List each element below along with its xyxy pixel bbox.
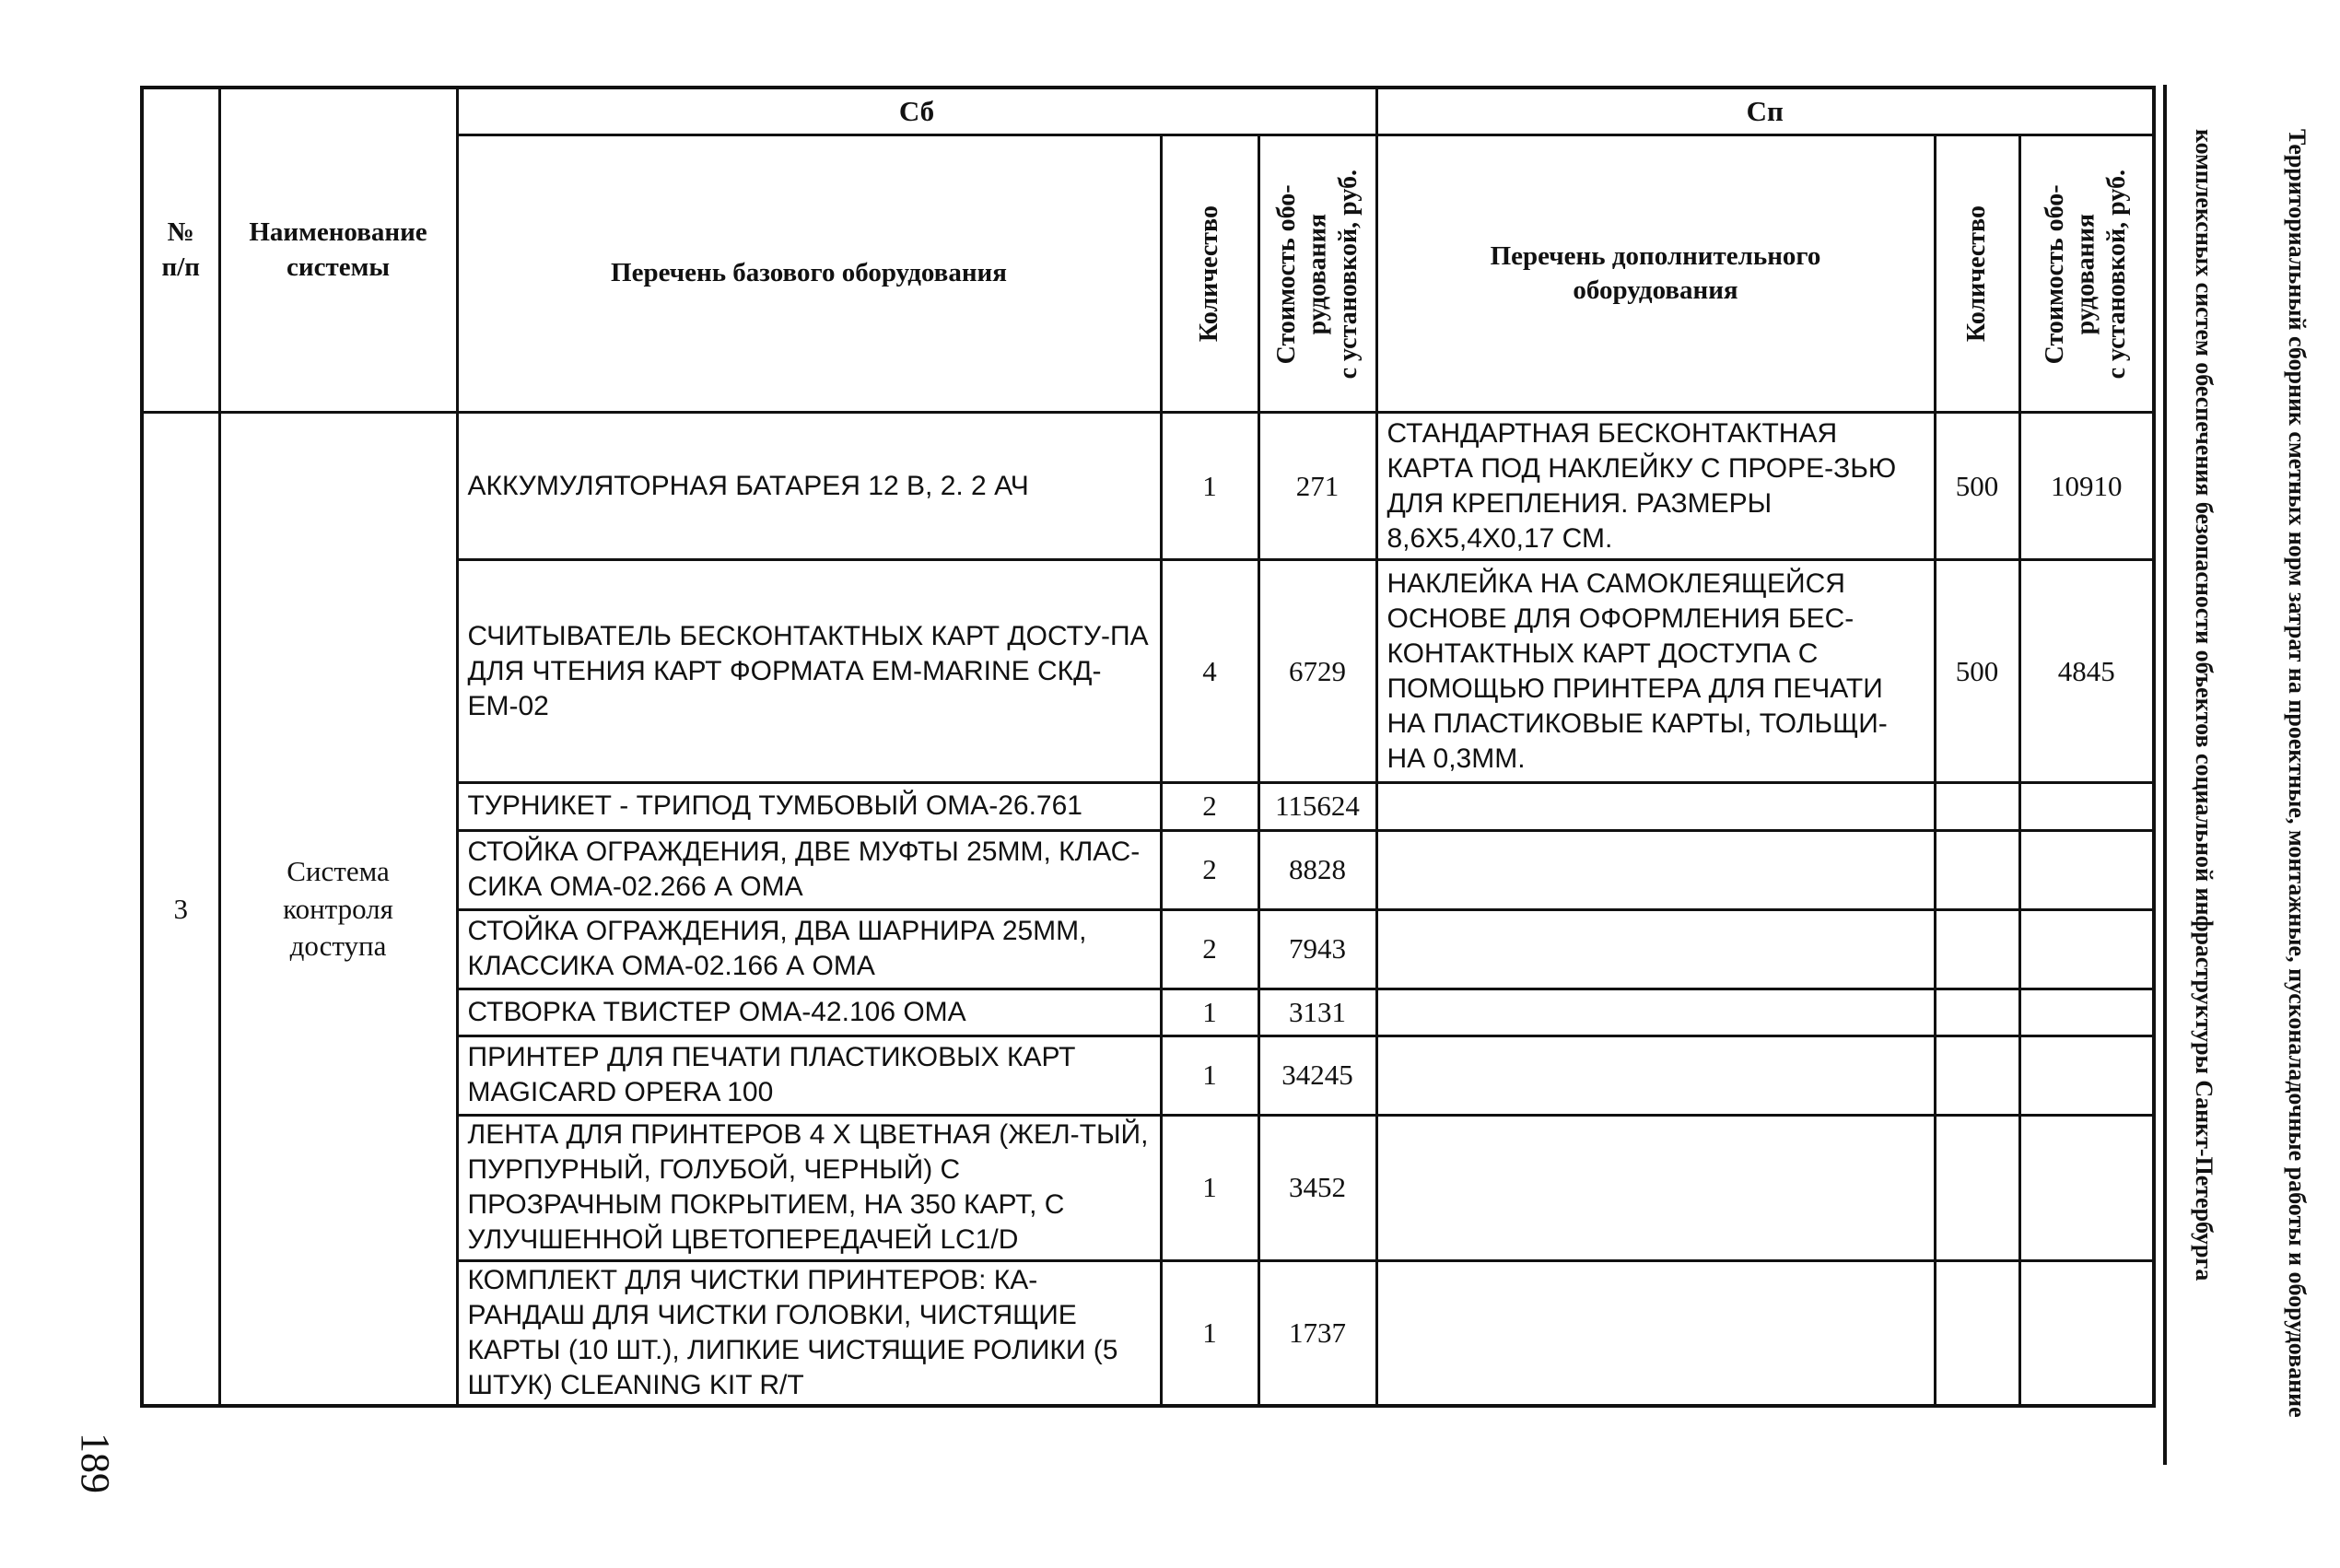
extra-cost (2019, 909, 2154, 989)
header-system-name: Наименование системы (219, 88, 457, 413)
extra-item (1376, 909, 1935, 989)
base-cost: 34245 (1258, 1036, 1376, 1115)
base-item: ТУРНИКЕТ - ТРИПОД ТУМБОВЫЙ ОМА-26.761 (457, 783, 1161, 830)
header-qty-text: Количество (1195, 205, 1224, 343)
base-qty: 2 (1161, 783, 1258, 830)
page-number: 189 (73, 1433, 118, 1493)
header-qty2 (1935, 135, 2019, 413)
equipment-table (140, 86, 2156, 1408)
base-qty: 2 (1161, 909, 1258, 989)
extra-item (1376, 1260, 1935, 1406)
header-cost-text: Стоимость обо- рудования с установкой, руб. (1271, 169, 1363, 379)
base-cost: 115624 (1258, 783, 1376, 830)
base-qty: 1 (1161, 989, 1258, 1036)
extra-qty (1935, 1115, 2019, 1260)
side-caption (2188, 129, 2340, 1474)
base-item: СТОЙКА ОГРАЖДЕНИЯ, ДВА ШАРНИРА 25ММ, КЛАССИКА ОМА-02.166 А ОМА (457, 909, 1161, 989)
base-qty: 1 (1161, 413, 1258, 560)
base-item: ПРИНТЕР ДЛЯ ПЕЧАТИ ПЛАСТИКОВЫХ КАРТ MAGICARD OPERA 100 (457, 1036, 1161, 1115)
row-system-name: Система контроля доступа (219, 413, 457, 1407)
side-rule (2163, 85, 2167, 1465)
base-item: СЧИТЫВАТЕЛЬ БЕСКОНТАКТНЫХ КАРТ ДОСТУ-ПА ДЛЯ ЧТЕНИЯ КАРТ ФОРМАТА EM-MARINE СКД-ЕМ-02 (457, 560, 1161, 783)
row-number: 3 (142, 413, 219, 1407)
base-qty: 1 (1161, 1036, 1258, 1115)
header-qty (1161, 135, 1258, 413)
extra-qty (1935, 830, 2019, 909)
extra-qty (1935, 989, 2019, 1036)
base-cost: 7943 (1258, 909, 1376, 989)
extra-qty: 500 (1935, 413, 2019, 560)
extra-item (1376, 783, 1935, 830)
extra-cost (2019, 1260, 2154, 1406)
extra-qty (1935, 1260, 2019, 1406)
base-qty: 1 (1161, 1115, 1258, 1260)
header-cost2 (2019, 135, 2154, 413)
extra-cost (2019, 783, 2154, 830)
extra-item (1376, 1036, 1935, 1115)
base-cost: 3131 (1258, 989, 1376, 1036)
extra-item (1376, 1115, 1935, 1260)
base-item: СТВОРКА ТВИСТЕР ОМА-42.106 ОМА (457, 989, 1161, 1036)
header-extra-list: Перечень дополнительного оборудования (1376, 135, 1935, 413)
extra-item (1376, 989, 1935, 1036)
base-qty: 1 (1161, 1260, 1258, 1406)
extra-qty (1935, 909, 2019, 989)
header-group-sb: Сб (457, 88, 1376, 135)
extra-item: СТАНДАРТНАЯ БЕСКОНТАКТНАЯ КАРТА ПОД НАКЛЕЙКУ С ПРОРЕ-ЗЬЮ ДЛЯ КРЕПЛЕНИЯ. РАЗМЕРЫ 8,6Х5,4Х0,17 СМ. (1376, 413, 1935, 560)
base-cost: 8828 (1258, 830, 1376, 909)
side-caption-line2: комплексных систем обеспечения безопасности объектов социальной инфраструктуры Санкт-Петербурга (2190, 129, 2217, 1281)
header-cost2-text: Стоимость обо- рудования с установкой, руб. (2041, 169, 2132, 379)
base-item: АККУМУЛЯТОРНАЯ БАТАРЕЯ 12 В, 2. 2 АЧ (457, 413, 1161, 560)
base-cost: 271 (1258, 413, 1376, 560)
extra-cost (2019, 1036, 2154, 1115)
extra-qty: 500 (1935, 560, 2019, 783)
table-row (142, 413, 2154, 560)
extra-cost (2019, 989, 2154, 1036)
header-num: № п/п (142, 88, 219, 413)
base-cost: 6729 (1258, 560, 1376, 783)
extra-item (1376, 830, 1935, 909)
side-caption-line1: Территориальный сборник сметных норм затрат на проектные, монтажные, пусконаладочные работы и оборудование (2284, 129, 2311, 1418)
base-item: КОМПЛЕКТ ДЛЯ ЧИСТКИ ПРИНТЕРОВ: КА-РАНДАШ ДЛЯ ЧИСТКИ ГОЛОВКИ, ЧИСТЯЩИЕ КАРТЫ (10 ШТ.), ЛИПКИЕ ЧИСТЯЩИЕ РОЛИКИ (5 ШТУК) CLEANING KIT R/T (457, 1260, 1161, 1406)
base-cost: 1737 (1258, 1260, 1376, 1406)
extra-item: НАКЛЕЙКА НА САМОКЛЕЯЩЕЙСЯ ОСНОВЕ ДЛЯ ОФОРМЛЕНИЯ БЕС-КОНТАКТНЫХ КАРТ ДОСТУПА С ПОМОЩЬЮ ПРИНТЕРА ДЛЯ ПЕЧАТИ НА ПЛАСТИКОВЫЕ КАРТЫ, ТОЛЬЩИ-НА 0,3ММ. (1376, 560, 1935, 783)
extra-qty (1935, 783, 2019, 830)
extra-cost: 10910 (2019, 413, 2154, 560)
base-item: ЛЕНТА ДЛЯ ПРИНТЕРОВ 4 Х ЦВЕТНАЯ (ЖЕЛ-ТЫЙ, ПУРПУРНЫЙ, ГОЛУБОЙ, ЧЕРНЫЙ) С ПРОЗРАЧНЫМ ПОКРЫТИЕМ, НА 350 КАРТ, С УЛУЧШЕННОЙ ЦВЕТОПЕРЕДАЧЕЙ LC1/D (457, 1115, 1161, 1260)
extra-cost: 4845 (2019, 560, 2154, 783)
extra-cost (2019, 830, 2154, 909)
header-base-list: Перечень базового оборудования (457, 135, 1161, 413)
extra-qty (1935, 1036, 2019, 1115)
base-qty: 4 (1161, 560, 1258, 783)
header-qty2-text: Количество (1962, 205, 1992, 343)
header-group-sp: Сп (1376, 88, 2154, 135)
base-item: СТОЙКА ОГРАЖДЕНИЯ, ДВЕ МУФТЫ 25ММ, КЛАС-СИКА ОМА-02.266 А ОМА (457, 830, 1161, 909)
base-cost: 3452 (1258, 1115, 1376, 1260)
header-cost (1258, 135, 1376, 413)
extra-cost (2019, 1115, 2154, 1260)
base-qty: 2 (1161, 830, 1258, 909)
